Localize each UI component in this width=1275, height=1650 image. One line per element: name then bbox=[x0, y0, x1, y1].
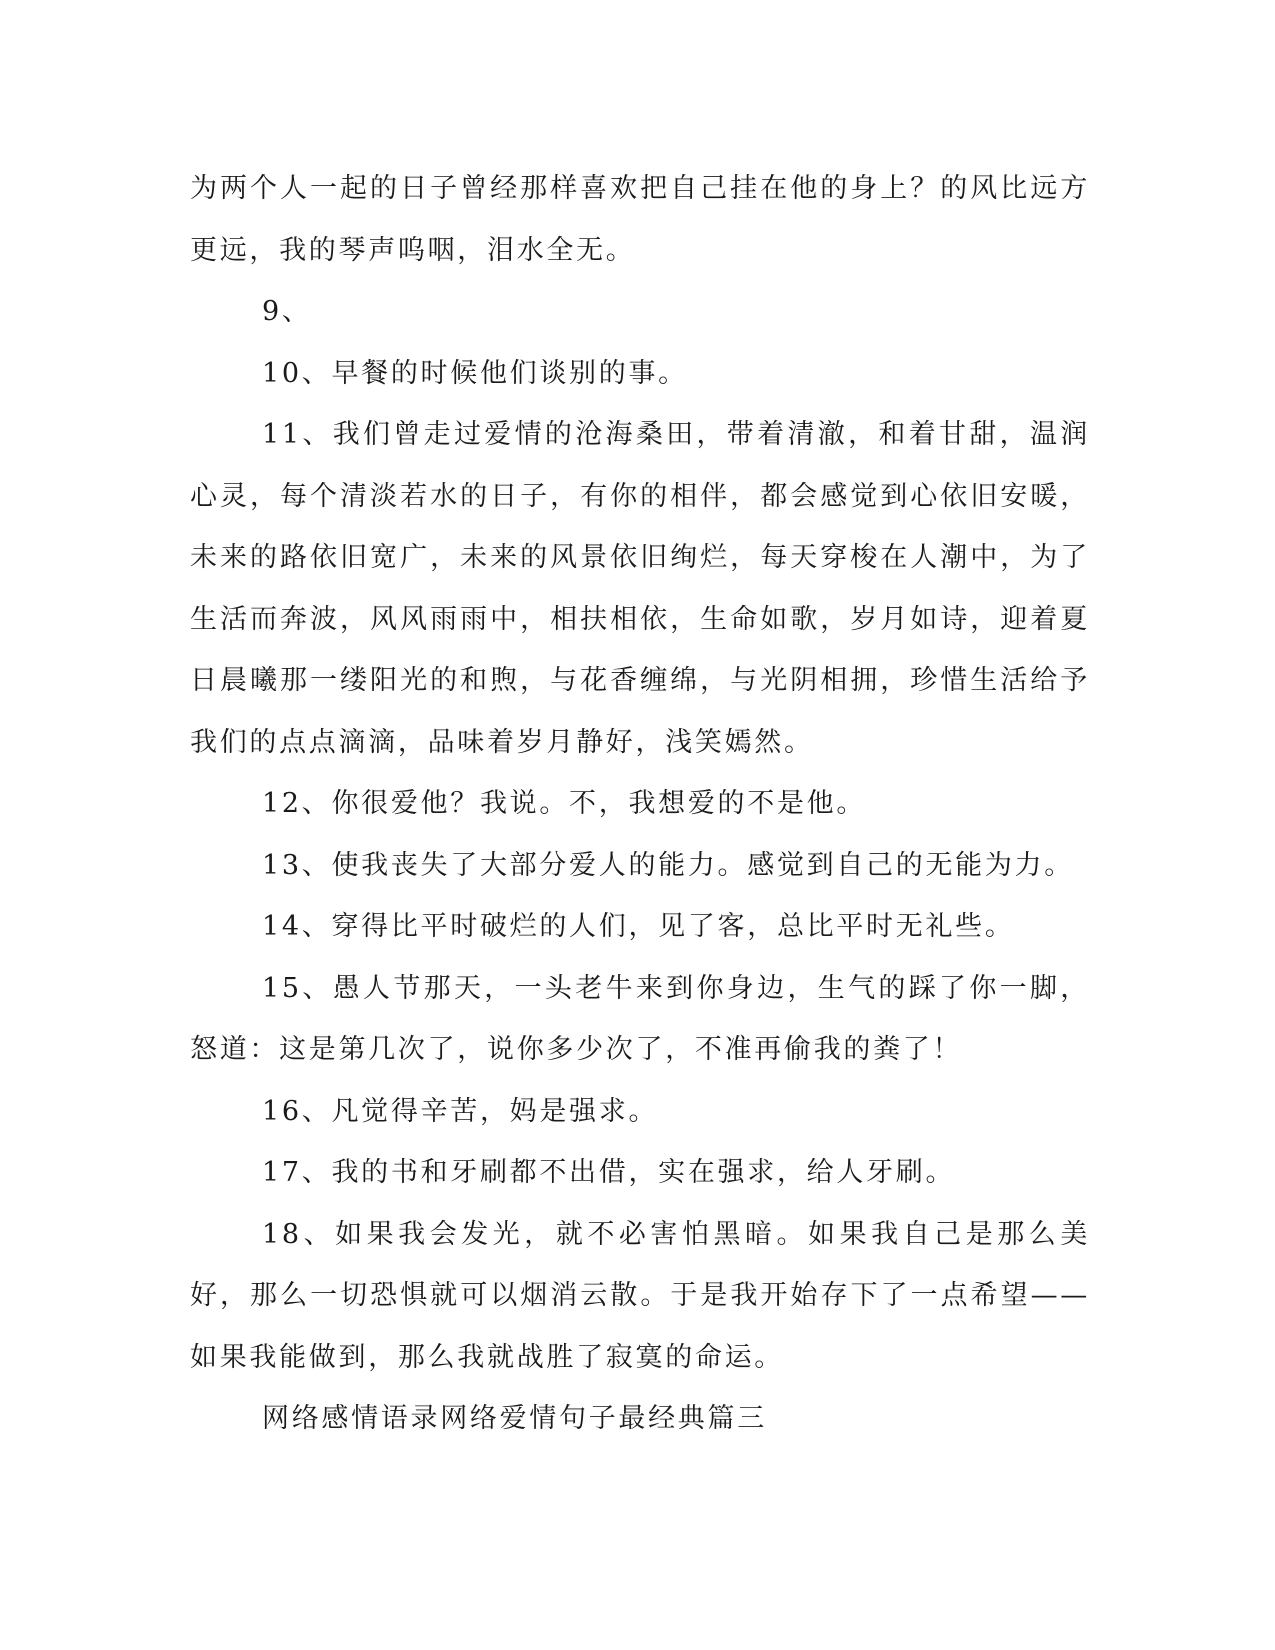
paragraph-item-18: 18、如果我会发光，就不必害怕黑暗。如果我自己是那么美好，那么一切恐惧就可以烟消云散。于是我开始存下了一点希望——如果我能做到，那么我就战胜了寂寞的命运。 bbox=[190, 1218, 1090, 1373]
paragraph-item-17: 17、我的书和牙刷都不出借，实在强求，给人牙刷。 bbox=[262, 1157, 956, 1188]
paragraph-item-14: 14、穿得比平时破烂的人们，见了客，总比平时无礼些。 bbox=[262, 911, 1015, 942]
paragraph-item-12: 12、你很爱他？我说。不，我想爱的不是他。 bbox=[262, 788, 867, 819]
paragraph-continued: 为两个人一起的日子曾经那样喜欢把自己挂在他的身上？的风比远方更远，我的琴声呜咽，泪水全无。 bbox=[190, 173, 1090, 266]
paragraph-item-11: 11、我们曾走过爱情的沧海桑田，带着清澈，和着甘甜，温润心灵，每个清淡若水的日子，有你的相伴，都会感觉到心依旧安暖，未来的路依旧宽广，未来的风景依旧绚烂，每天穿梭在人潮中，为了生活而奔波，风风雨雨中，相扶相依，生命如歌，岁月如诗，迎着夏日晨曦那一缕阳光的和煦，与花香缠绵，与光阴相拥，珍惜生活给予我们的点点滴滴，品味着岁月静好，浅笑嫣然。 bbox=[190, 419, 1090, 758]
paragraph-item-16: 16、凡觉得辛苦，妈是强求。 bbox=[262, 1095, 659, 1127]
document-body bbox=[190, 158, 1090, 1450]
paragraph-item-13: 13、使我丧失了大部分爱人的能力。感觉到自己的无能为力。 bbox=[262, 849, 1074, 881]
paragraph-item-10: 10、早餐的时候他们谈别的事。 bbox=[262, 357, 688, 389]
section-heading: 网络感情语录网络爱情句子最经典篇三 bbox=[262, 1403, 767, 1434]
paragraph-item-9: 9、 bbox=[262, 296, 312, 327]
paragraph-item-15: 15、愚人节那天，一头老牛来到你身边，生气的踩了你一脚，怒道：这是第几次了，说你多少次了，不准再偷我的粪了！ bbox=[190, 972, 1090, 1065]
